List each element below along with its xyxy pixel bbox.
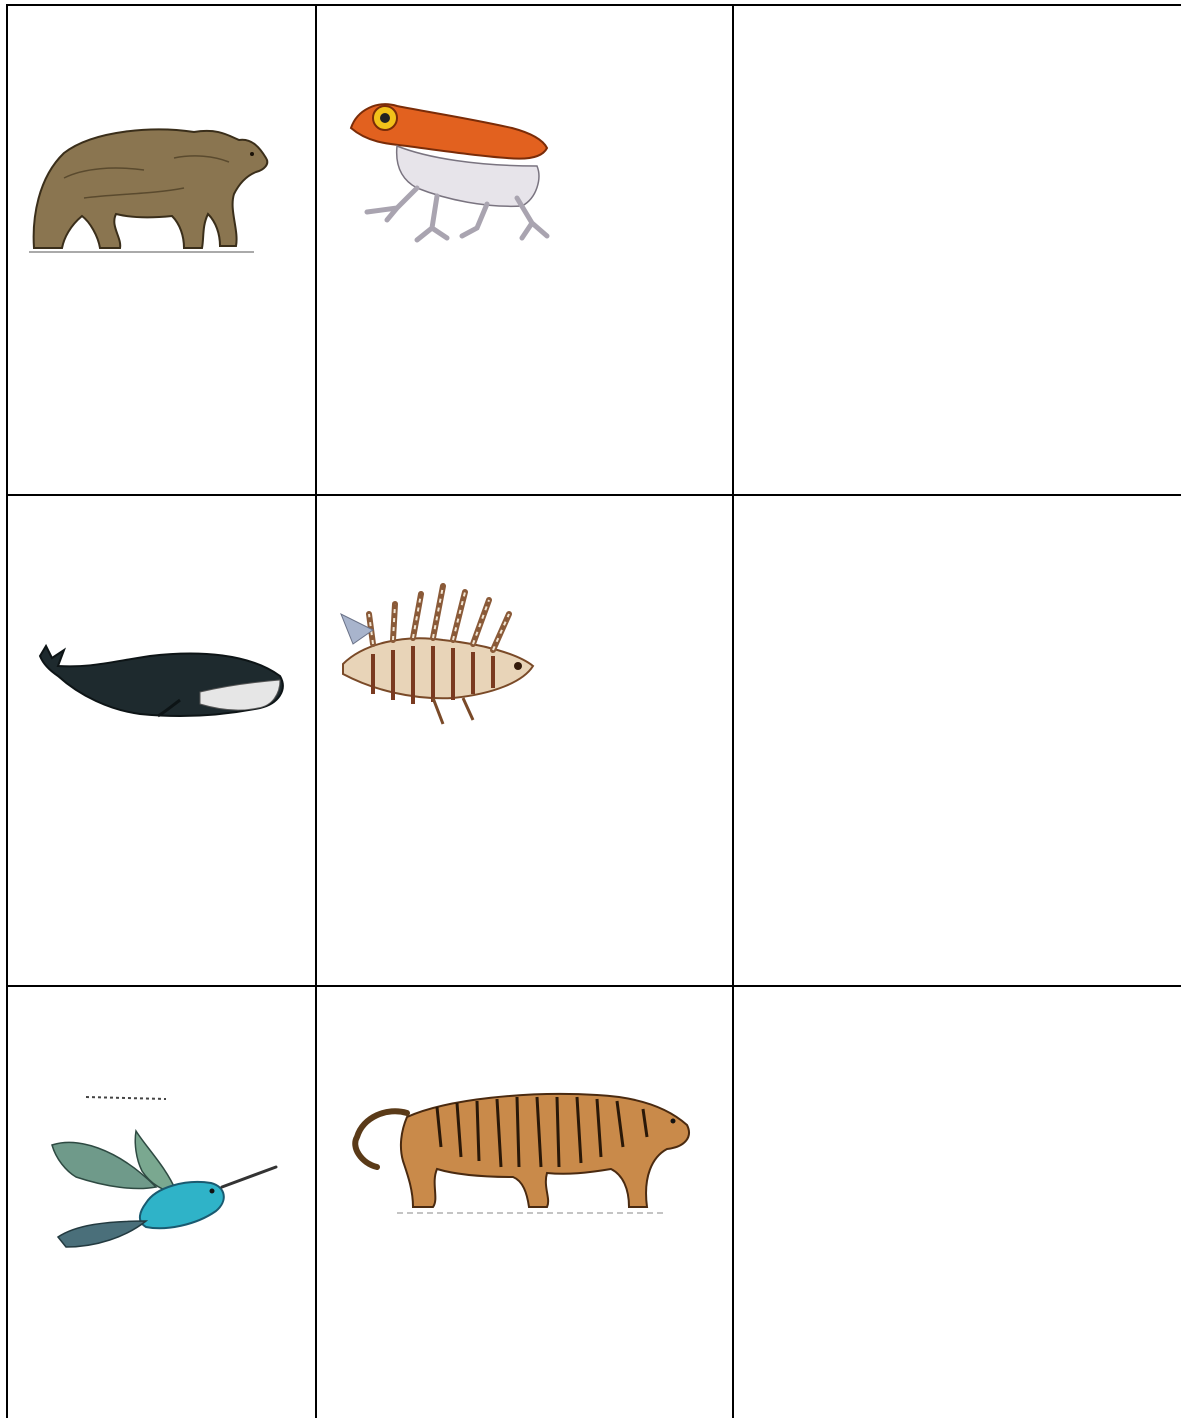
tiger-illustration xyxy=(347,1077,697,1227)
whale-illustration xyxy=(30,636,290,736)
table-cell-r3c1 xyxy=(10,987,315,1420)
table-cell-r2c2 xyxy=(317,496,732,985)
table-cell-r2c1 xyxy=(10,496,315,985)
hummingbird-illustration xyxy=(46,1087,286,1257)
table-cell-r1c3 xyxy=(734,8,1181,494)
bear-illustration xyxy=(24,118,274,258)
lionfish-illustration xyxy=(333,574,543,734)
frog-illustration xyxy=(337,88,567,248)
animal-table xyxy=(6,4,1181,1418)
table-cell-r3c2 xyxy=(317,987,732,1420)
table-cell-r2c3 xyxy=(734,496,1181,985)
table-cell-r3c3 xyxy=(734,987,1181,1420)
table-cell-r1c2 xyxy=(317,8,732,494)
table-cell-r1c1 xyxy=(10,8,315,494)
